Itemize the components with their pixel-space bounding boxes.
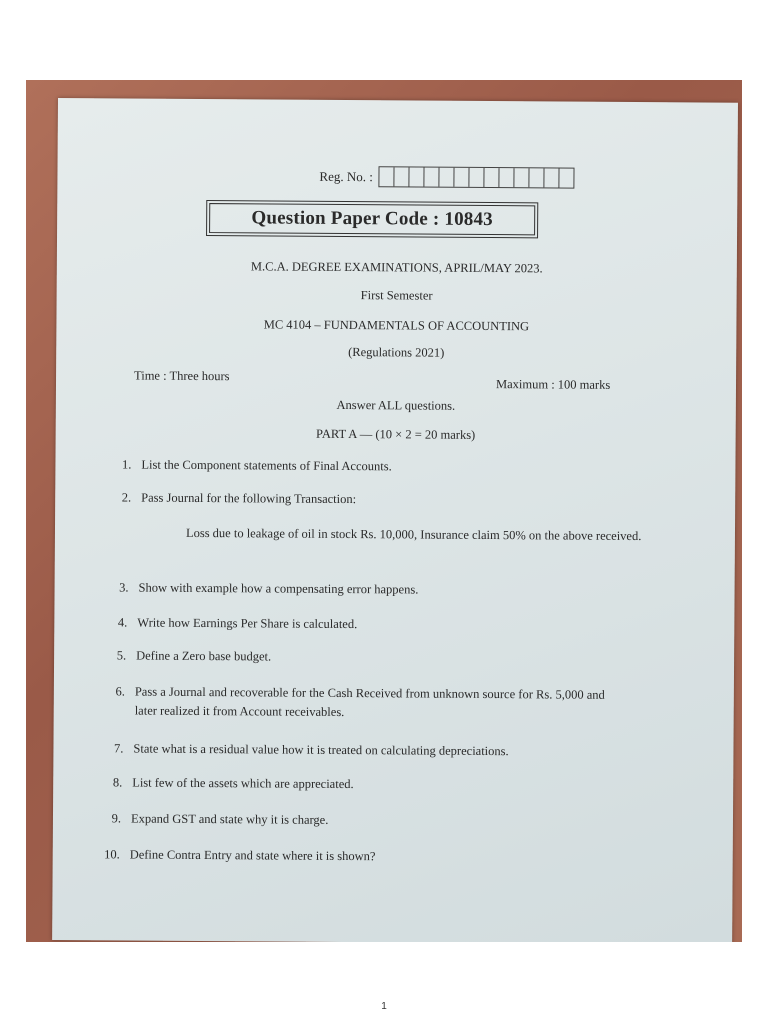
question-10 bbox=[92, 845, 692, 869]
page-number: 1 bbox=[381, 1001, 387, 1012]
question-8 bbox=[94, 773, 694, 797]
reg-number-box bbox=[515, 168, 530, 187]
reg-number-box bbox=[545, 168, 560, 187]
document-photo bbox=[26, 80, 742, 942]
subject-title: MC 4104 – FUNDAMENTALS OF ACCOUNTING bbox=[263, 317, 530, 334]
question-6 bbox=[97, 682, 697, 726]
question-text: List the Component statements of Final Accounts. bbox=[141, 457, 392, 474]
question-3 bbox=[101, 578, 701, 602]
maximum-marks: Maximum : 100 marks bbox=[495, 377, 611, 392]
part-a-heading: PART A — (10 × 2 = 20 marks) bbox=[316, 426, 476, 442]
reg-number-field bbox=[319, 166, 575, 189]
reg-number-box bbox=[410, 167, 425, 186]
question-text: Pass Journal for the following Transaction: bbox=[141, 490, 357, 507]
question-text: Show with example how a compensating error happens. bbox=[138, 580, 419, 597]
question-4 bbox=[99, 613, 699, 637]
question-number: 3. bbox=[119, 580, 129, 595]
question-number: 2. bbox=[121, 490, 132, 505]
reg-number-box bbox=[380, 167, 395, 186]
instruction: Answer ALL questions. bbox=[336, 397, 456, 413]
reg-number-box bbox=[455, 168, 470, 187]
exam-duration: Time : Three hours bbox=[134, 368, 230, 384]
question-text: List few of the assets which are appreciated. bbox=[132, 775, 354, 792]
question-2-transaction: Loss due to leakage of oil in stock Rs. 10,000, Insurance claim 50% on the above received. bbox=[185, 525, 642, 544]
reg-number-label: Reg. No. : bbox=[319, 168, 373, 184]
question-9 bbox=[93, 809, 693, 833]
reg-number-box bbox=[500, 168, 515, 187]
question-text: State what is a residual value how it is treated on calculating depreciations. bbox=[133, 741, 509, 759]
question-1 bbox=[103, 455, 703, 479]
semester: First Semester bbox=[360, 288, 433, 303]
question-text: Pass a Journal and recoverable for the Cash Received from unknown source for Rs. 5,000 and later realized it from Account receivables. bbox=[134, 684, 605, 720]
question-2 bbox=[103, 488, 703, 512]
question-7 bbox=[95, 739, 695, 763]
reg-number-box bbox=[560, 169, 574, 188]
reg-number-boxes bbox=[379, 166, 575, 188]
reg-number-box bbox=[485, 168, 500, 187]
question-number: 9. bbox=[111, 811, 122, 826]
question-number: 7. bbox=[114, 741, 124, 756]
question-paper-code: Question Paper Code : 10843 bbox=[209, 203, 535, 235]
question-number: 8. bbox=[112, 775, 123, 790]
reg-number-box bbox=[440, 168, 455, 187]
question-text: Expand GST and state why it is charge. bbox=[130, 811, 329, 827]
question-number: 6. bbox=[115, 684, 125, 699]
reg-number-box bbox=[425, 168, 440, 187]
question-5 bbox=[98, 646, 698, 670]
question-paper bbox=[52, 98, 738, 942]
question-number: 4. bbox=[117, 615, 128, 630]
question-text: Write how Earnings Per Share is calculated. bbox=[137, 615, 358, 632]
question-number: 5. bbox=[116, 648, 127, 663]
question-text: Define Contra Entry and state where it is shown? bbox=[129, 847, 376, 864]
question-number: 1. bbox=[122, 457, 132, 472]
regulations: (Regulations 2021) bbox=[348, 345, 445, 360]
exam-title: M.C.A. DEGREE EXAMINATIONS, APRIL/MAY 2023. bbox=[250, 259, 543, 276]
question-number: 10. bbox=[104, 847, 120, 862]
reg-number-box bbox=[470, 168, 485, 187]
reg-number-box bbox=[395, 167, 410, 186]
reg-number-box bbox=[530, 168, 545, 187]
question-text: Define a Zero base budget. bbox=[136, 648, 272, 664]
